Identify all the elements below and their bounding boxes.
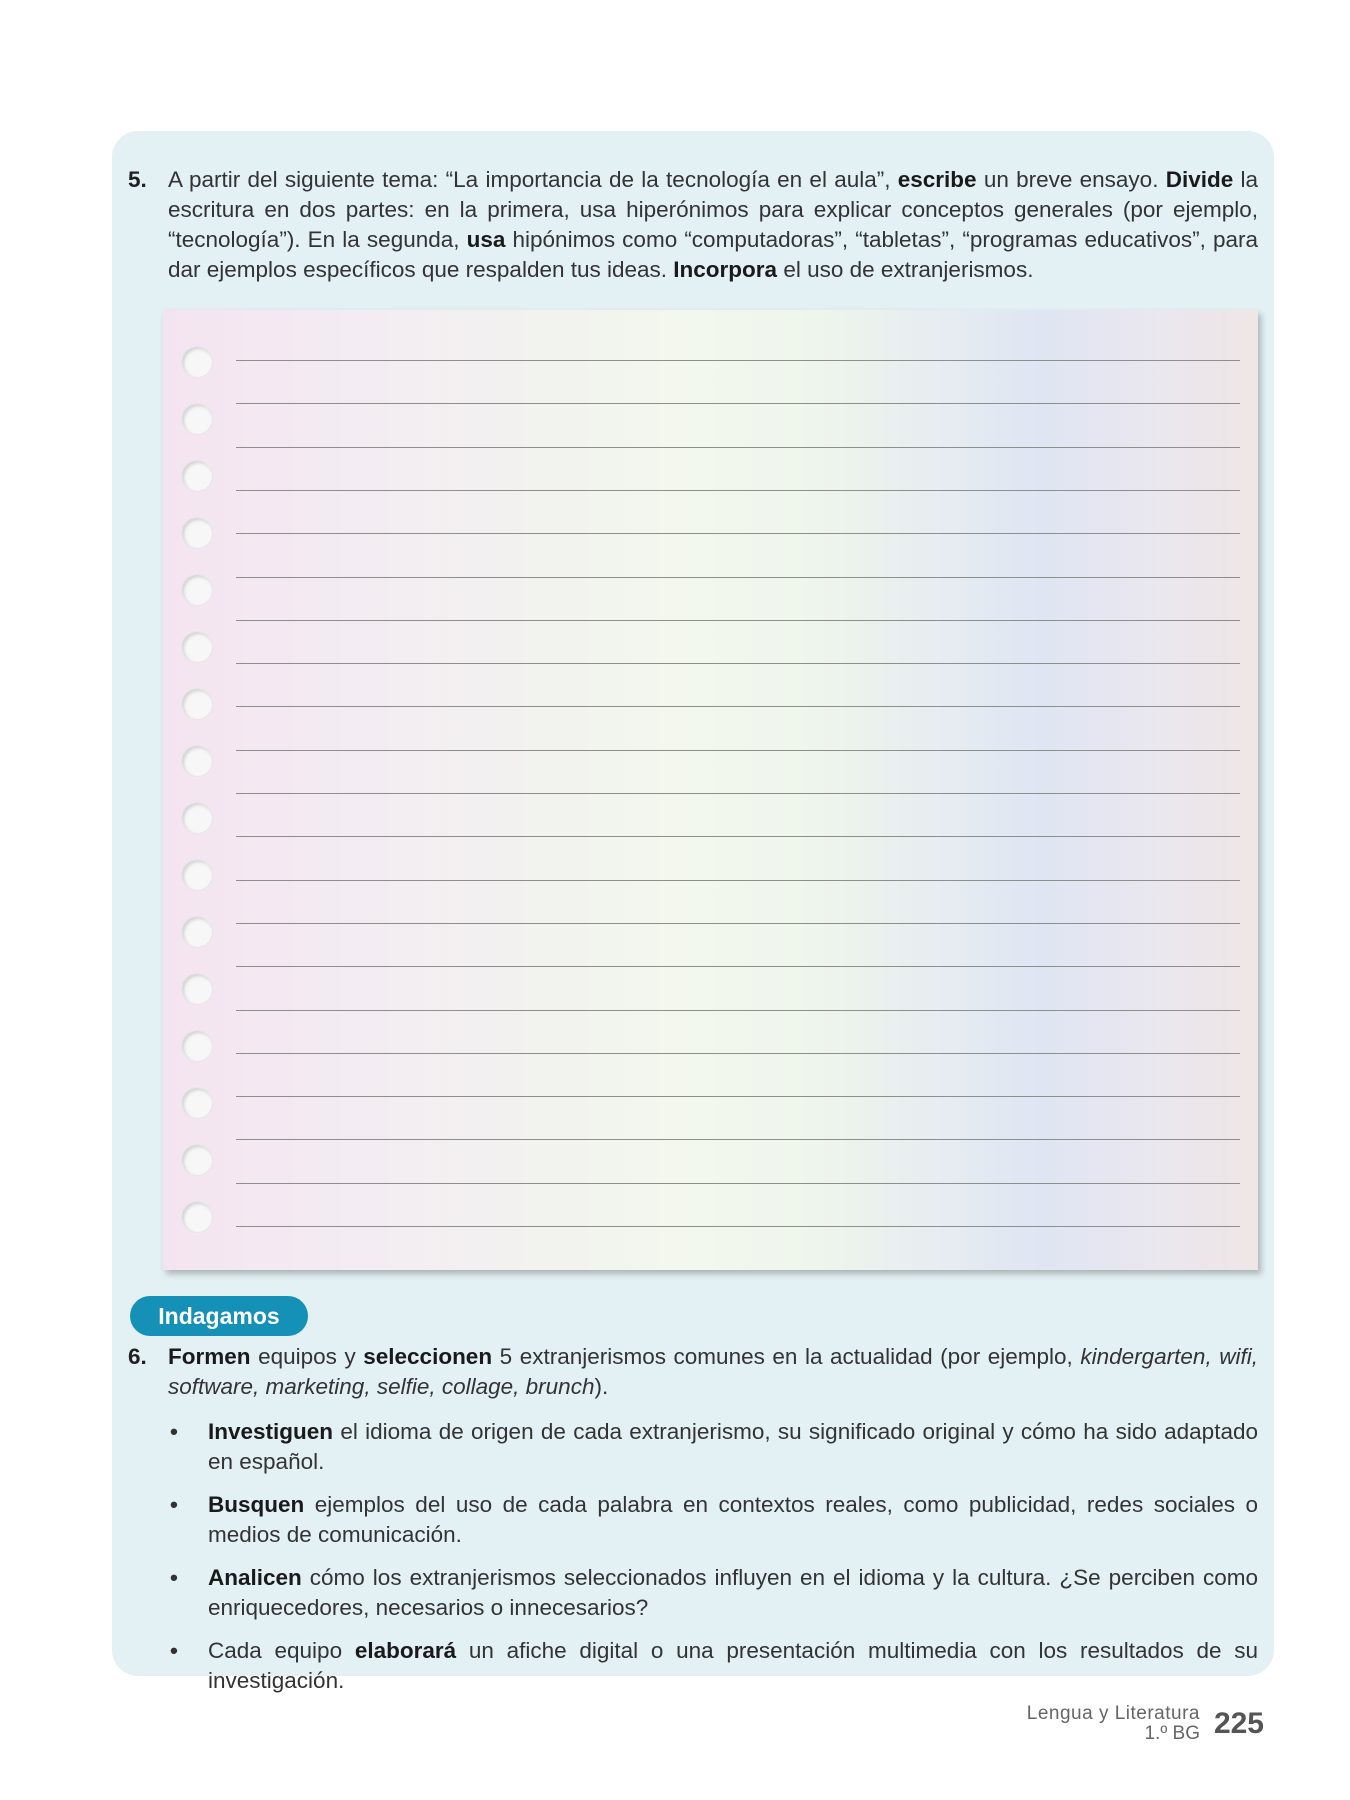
notebook-hole bbox=[181, 688, 213, 720]
writing-line bbox=[236, 533, 1240, 534]
notebook-hole bbox=[181, 1201, 213, 1233]
writing-line bbox=[236, 403, 1240, 404]
writing-line bbox=[236, 880, 1240, 881]
notebook-hole bbox=[181, 859, 213, 891]
writing-line bbox=[236, 1183, 1240, 1184]
question-number: 5. bbox=[128, 167, 147, 192]
question-6 bbox=[128, 1342, 1258, 1402]
bullet-item: • Cada equipo elaborará un afiche digital o una presentación multimedia con los resultados de su investigación. bbox=[170, 1638, 1259, 1693]
page-number: 225 bbox=[1213, 1707, 1264, 1740]
writing-line bbox=[236, 1226, 1240, 1227]
writing-line bbox=[236, 1096, 1240, 1097]
bullet-dot: • bbox=[170, 1419, 178, 1444]
writing-line bbox=[236, 750, 1240, 751]
writing-line bbox=[236, 1053, 1240, 1054]
notebook-hole bbox=[181, 517, 213, 549]
bullet-item: • Analicen cómo los extranjerismos seleccionados influyen en el idioma y la cultura. ¿Se perciben como enriquecedores, necesarios o innecesarios? bbox=[170, 1565, 1258, 1620]
notebook-hole bbox=[181, 1030, 213, 1062]
writing-line bbox=[236, 490, 1240, 491]
writing-line bbox=[236, 663, 1240, 664]
bullet-item: • Investiguen el idioma de origen de cada extranjerismo, su significado original y cómo ha sido adaptado en español. bbox=[170, 1419, 1258, 1474]
writing-line bbox=[236, 1010, 1240, 1011]
question-5-text: A partir del siguiente tema: “La importancia de la tecnología en el aula”, escribe un breve ensayo. Divide la escritura en dos partes: en la primera, usa hiperónimos para explicar conceptos generales (por ejemplo, “tecnología”). En la segunda, usa hipónimos como “computadoras”, “tabletas”, “programas educativos”, para dar ejemplos específicos que respalden tus ideas. Incorpora el uso de extranjerismos. bbox=[168, 167, 1259, 282]
bullet-dot: • bbox=[170, 1638, 178, 1663]
notebook-hole bbox=[181, 460, 213, 492]
writing-line bbox=[236, 966, 1240, 967]
question-number: 6. bbox=[128, 1344, 147, 1369]
question-5 bbox=[128, 165, 1259, 285]
notebook-hole bbox=[181, 403, 213, 435]
notebook-hole bbox=[181, 1087, 213, 1119]
bullet-dot: • bbox=[170, 1565, 178, 1590]
footer-grade: 1.º BG bbox=[1144, 1723, 1200, 1744]
footer-subject: Lengua y Literatura bbox=[1026, 1703, 1200, 1724]
notebook-hole bbox=[181, 631, 213, 663]
section-badge-indagamos: Indagamos bbox=[130, 1296, 308, 1336]
question-6-text: Formen equipos y seleccionen 5 extranjerismos comunes en la actualidad (por ejemplo, kindergarten, wifi, software, marketing, selfie, collage, brunch). bbox=[168, 1344, 1258, 1399]
writing-line bbox=[236, 706, 1240, 707]
notebook-hole bbox=[181, 916, 213, 948]
writing-line bbox=[236, 360, 1240, 361]
writing-line bbox=[236, 836, 1240, 837]
writing-line bbox=[236, 1139, 1240, 1140]
notebook-hole bbox=[181, 745, 213, 777]
notebook-writing-area[interactable] bbox=[163, 310, 1258, 1270]
writing-line bbox=[236, 577, 1240, 578]
bullet-item: • Busquen ejemplos del uso de cada palabra en contextos reales, como publicidad, redes sociales o medios de comunicación. bbox=[170, 1492, 1258, 1547]
bullet-dot: • bbox=[170, 1492, 178, 1517]
notebook-hole bbox=[181, 1144, 213, 1176]
notebook-hole bbox=[181, 802, 213, 834]
notebook-hole bbox=[181, 973, 213, 1005]
writing-line bbox=[236, 923, 1240, 924]
writing-line bbox=[236, 620, 1240, 621]
notebook-hole bbox=[181, 574, 213, 606]
writing-line bbox=[236, 793, 1240, 794]
notebook-hole bbox=[181, 346, 213, 378]
writing-line bbox=[236, 447, 1240, 448]
